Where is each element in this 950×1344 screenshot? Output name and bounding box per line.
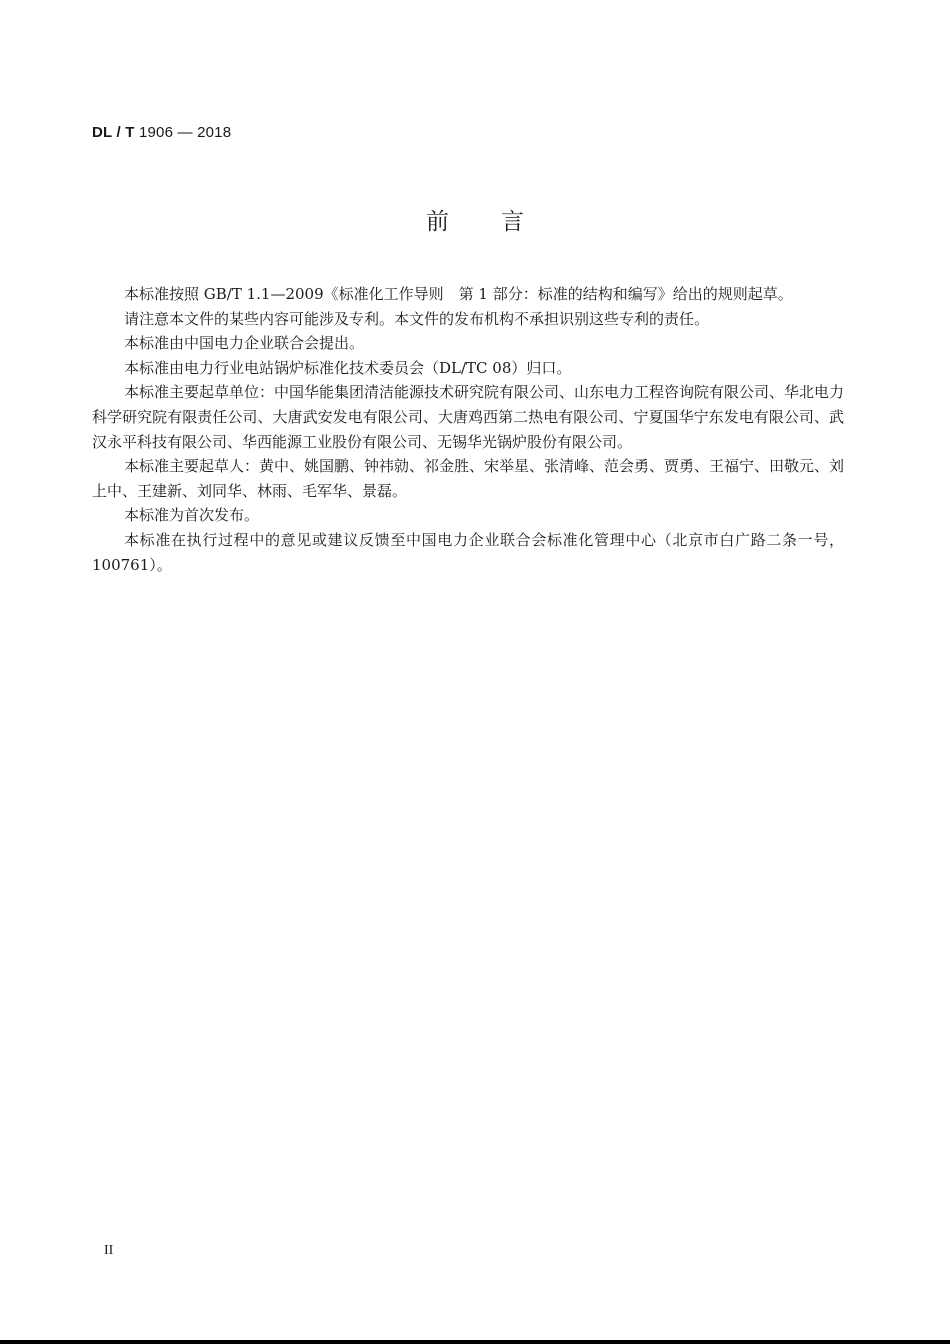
paragraph-drafting-rules: 本标准按照 GB/T 1.1—2009《标准化工作导则 第 1 部分：标准的结构和编写》给出的规则起草。 xyxy=(124,285,793,303)
document-number xyxy=(92,124,231,141)
page-number: II xyxy=(104,1243,114,1258)
paragraph-proposer: 本标准由中国电力企业联合会提出。 xyxy=(124,334,365,353)
paragraph-patent-notice: 请注意本文件的某些内容可能涉及专利。本文件的发布机构不承担识别这些专利的责任。 xyxy=(124,309,710,328)
paragraph-drafting-units: 本标准主要起草单位：中国华能集团清洁能源技术研究院有限公司、山东电力工程咨询院有限公司、华北电力科学研究院有限责任公司、大唐武安发电有限公司、大唐鸡西第二热电有限公司、宁夏国华宁东发电有限公司、武汉永平科技有限公司、华西能源工业股份有限公司、无锡华光锅炉股份有限公司。 xyxy=(92,383,845,451)
bottom-divider xyxy=(0,1340,950,1344)
document-code: 1906 — 2018 xyxy=(134,124,232,141)
document-prefix: DL / T xyxy=(92,124,135,141)
section-title: 前言 xyxy=(426,209,576,235)
foreword-body xyxy=(92,282,844,577)
paragraph-administrator: 本标准由电力行业电站锅炉标准化技术委员会（DL/TC 08）归口。 xyxy=(124,358,572,377)
paragraph-first-release: 本标准为首次发布。 xyxy=(124,506,260,525)
paragraph-feedback: 本标准在执行过程中的意见或建议反馈至中国电力企业联合会标准化管理中心（北京市白广路二条一号，100761）。 xyxy=(92,530,844,574)
paragraph-drafters: 本标准主要起草人：黄中、姚国鹏、钟祎勍、祁金胜、宋举星、张清峰、范会勇、贾勇、王福宁、田敬元、刘上中、王建新、刘同华、林雨、毛军华、景磊。 xyxy=(92,457,845,500)
